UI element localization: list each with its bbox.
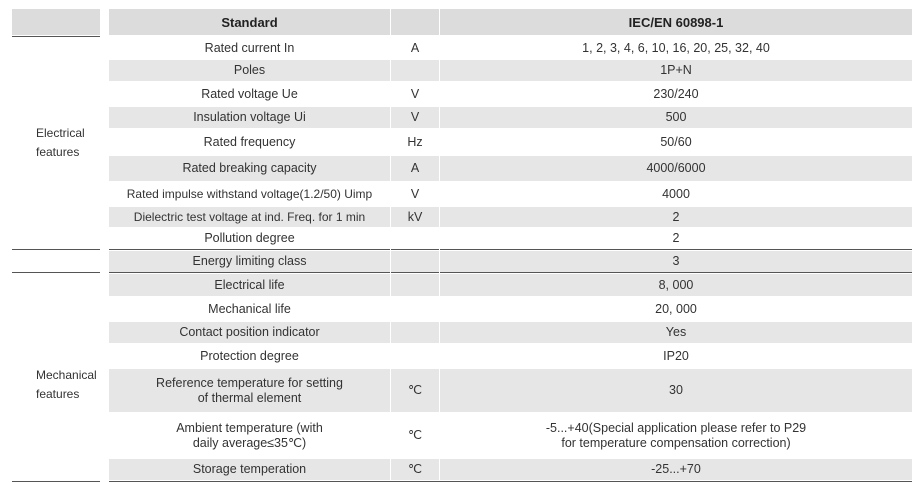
row-description-line: Ambient temperature (with	[176, 420, 323, 435]
row-description	[109, 413, 390, 458]
row-description: Dielectric test voltage at ind. Freq. for 1 min	[133, 209, 366, 224]
header-blank	[12, 9, 100, 35]
group-divider	[12, 249, 100, 250]
row-value: Yes	[665, 325, 687, 339]
table-row	[109, 297, 912, 321]
row-value	[440, 413, 912, 458]
row-value: IP20	[663, 348, 689, 363]
group-label-line: features	[36, 145, 80, 159]
table-row	[109, 413, 912, 458]
row-description: Poles	[233, 63, 266, 77]
row-description-line: Reference temperature for setting	[156, 375, 343, 390]
row-unit: V	[410, 186, 420, 201]
row-unit: ℃	[407, 383, 423, 397]
table-row	[109, 459, 912, 480]
row-value: 8, 000	[658, 277, 694, 292]
row-description: Mechanical life	[208, 301, 291, 316]
row-description: Rated current In	[204, 40, 295, 55]
table-row	[109, 60, 912, 81]
row-description-line: daily average≤35℃)	[192, 435, 307, 450]
row-description: Rated frequency	[203, 134, 296, 149]
group-label-line: Mechanical	[36, 368, 97, 382]
row-unit: ℃	[407, 428, 423, 442]
table-row	[109, 251, 912, 272]
column-separator	[390, 37, 391, 481]
header-unit-blank	[391, 9, 439, 35]
row-description: Electrical life	[214, 277, 285, 292]
row-value: 50/60	[660, 134, 692, 149]
table-row	[109, 156, 912, 181]
table-row	[109, 207, 912, 227]
row-description: Storage temperation	[192, 462, 307, 476]
bottom-rule	[12, 481, 100, 482]
row-unit	[390, 228, 440, 248]
group-label-line: features	[36, 387, 80, 401]
row-description: Rated breaking capacity	[182, 161, 317, 175]
row-unit: kV	[407, 209, 423, 224]
table-row	[109, 228, 912, 248]
row-value: -25...+70	[651, 462, 701, 476]
row-unit: V	[410, 110, 420, 124]
row-unit: A	[410, 161, 420, 175]
row-unit: A	[410, 40, 420, 55]
row-value: 1P+N	[660, 63, 692, 77]
row-description: Insulation voltage Ui	[193, 110, 306, 124]
row-rule	[109, 249, 912, 250]
table-row	[109, 107, 912, 128]
row-unit: ℃	[407, 462, 423, 476]
row-description-line: of thermal element	[197, 390, 302, 405]
group-divider	[12, 272, 100, 273]
row-description: Protection degree	[200, 348, 299, 363]
table-row	[109, 344, 912, 368]
bottom-rule	[109, 481, 912, 482]
table-row	[109, 182, 912, 206]
row-value: 30	[669, 383, 683, 397]
row-unit	[390, 344, 440, 368]
row-value: 2	[672, 230, 680, 245]
row-unit	[390, 297, 440, 321]
row-description: Energy limiting class	[192, 254, 307, 268]
row-value-line: for temperature compensation correction)	[561, 435, 791, 450]
row-value-line: -5...+40(Special application please refer to P29	[545, 420, 807, 435]
column-separator	[439, 37, 440, 481]
row-description: Rated impulse withstand voltage(1.2/50) Uimp	[126, 186, 373, 201]
row-value: 4000/6000	[646, 161, 706, 175]
row-unit: Hz	[407, 134, 423, 149]
table-row	[109, 129, 912, 155]
row-value: 500	[665, 110, 687, 124]
row-description: Contact position indicator	[179, 325, 320, 339]
top-rule	[12, 36, 100, 37]
table-row	[109, 274, 912, 296]
row-unit	[390, 274, 440, 296]
table-row	[109, 369, 912, 412]
header-standard-value: IEC/EN 60898-1	[440, 9, 912, 35]
row-description	[109, 369, 390, 412]
row-unit	[390, 322, 440, 343]
row-value: 230/240	[653, 86, 699, 101]
row-unit: V	[410, 86, 420, 101]
table-row	[109, 322, 912, 343]
row-value: 3	[672, 254, 680, 268]
row-value: 20, 000	[655, 301, 697, 316]
row-description: Rated voltage Ue	[201, 86, 298, 101]
row-unit	[390, 251, 440, 272]
row-description: Pollution degree	[204, 230, 295, 245]
row-rule	[109, 272, 912, 273]
header-standard-label: Standard	[109, 9, 390, 35]
table-row	[109, 37, 912, 59]
group-label-line: Electrical	[36, 126, 85, 140]
row-value: 1, 2, 3, 4, 6, 10, 16, 20, 25, 32, 40	[582, 40, 770, 55]
row-unit	[390, 60, 440, 81]
row-value: 2	[672, 209, 680, 224]
row-value: 4000	[662, 186, 690, 201]
table-row	[109, 82, 912, 106]
